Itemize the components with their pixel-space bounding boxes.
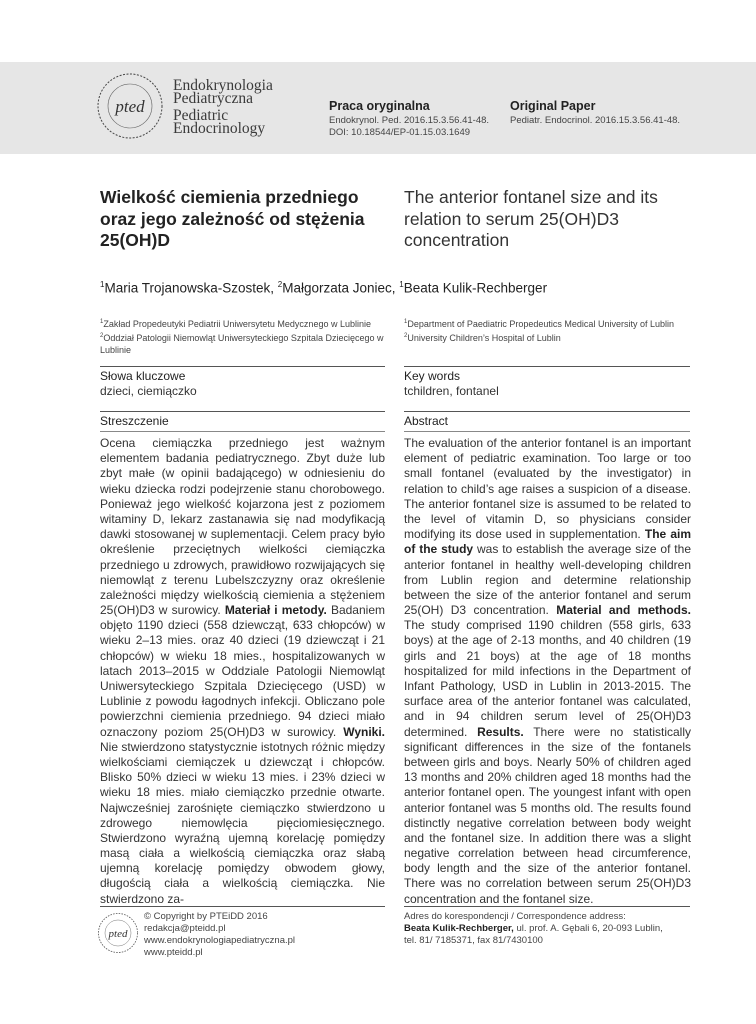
header-en — [510, 99, 680, 127]
seal-text: pted — [115, 97, 145, 116]
abstract-text: The evaluation of the anterior fontanel is an important element of pediatric examination. Too large or too small fontanel (evaluated by the investigator) in relation to child’s age raises a suspicion of a disease. The anterior fontanel size is assumed to be related to the level of vitamin D, so physicians consider modifying its dose used in supplementation. — [404, 436, 691, 542]
article-type-en: Original Paper — [510, 99, 596, 113]
author-sup: 1 — [100, 280, 105, 289]
author-sup: 1 — [399, 280, 404, 289]
footer-contact — [144, 911, 295, 959]
divider — [404, 411, 690, 412]
aff-sup: 1 — [404, 319, 408, 325]
abstract-heading-en: Abstract — [404, 414, 449, 428]
author-sup: 2 — [277, 280, 283, 289]
divider — [404, 366, 690, 367]
abstract-bold: Results. — [477, 724, 524, 739]
keywords-text-pl: dzieci, ciemiączko — [100, 384, 197, 398]
abstract-bold: Material and methods. — [556, 603, 691, 618]
email-link[interactable]: redakcja@pteidd.pl — [144, 923, 226, 934]
journal-name-line4: Endocrinology — [173, 119, 266, 137]
abstract-text: There were no statistically significant differences in the size of the fontanels between girls and boys. Nearly 50% of children aged 13 months and 20% children aged 18 months had the anterior fontanel open. The youngest infant with open anterior fontanel was 5 months old. The results found distinctly negative correlation between body weight and the fontanel size. In addition there was a slight negative correlation between head circumference, body length and the size of the anterior fontanel. There was no correlation between serum 25(OH)D3 concentration and the fontanel size. — [404, 724, 692, 906]
header-pl — [329, 99, 489, 138]
abstract-bold: The aim of the study — [404, 527, 691, 557]
journal-name — [173, 77, 273, 137]
divider — [404, 431, 690, 432]
correspondence-phone: tel. 81/ 7185371, fax 81/7430100 — [404, 935, 543, 946]
keywords-heading-en: Key words — [404, 369, 461, 383]
article-type-pl: Praca oryginalna — [329, 99, 430, 113]
keywords-en — [404, 369, 690, 399]
abstract-heading-pl: Streszczenie — [100, 414, 169, 428]
keywords-text-en: tchildren, fontanel — [404, 384, 499, 398]
authors — [100, 280, 700, 296]
divider — [404, 906, 690, 907]
divider — [100, 411, 385, 412]
abstract-text: Ocena ciemiączka przedniego jest ważnym elementem badania pediatrycznego. Zbyt duże lub zbyt małe (w opinii badającego) w odniesieniu do wieku dziecka rodzi podejrzenie stanu chorobowego. Ponieważ jego wielkość kojarzona jest z poziomem witaminy D, lekarz zastanawia się nad modyfikacją dawki stosowanej w suplementacji. Celem pracy było określenie przeciętnych wielkości ciemiączka przedniego u zdrowych, prawidłowo rozwijających się niemowląt z terenu Lubelszczyzny oraz określenie zależności między wielkością ciemienia a stężeniem 25(OH)D3 w surowicy. — [100, 436, 385, 618]
journal-name-line2: Pediatryczna — [173, 89, 254, 107]
journal-seal-logo — [96, 72, 164, 140]
divider — [100, 366, 385, 367]
correspondence-street: ul. prof. A. Gębali 6, 20-093 Lublin, — [513, 923, 663, 934]
aff-sup: 2 — [100, 333, 104, 339]
abstract-body-pl — [100, 436, 385, 907]
correspondence-address — [404, 923, 694, 935]
abstract-bold: Wyniki. — [343, 724, 385, 739]
keywords-heading-pl: Słowa kluczowe — [100, 369, 186, 383]
divider — [100, 431, 385, 432]
correspondence — [404, 911, 694, 947]
aff-text: University Children’s Hospital of Lublin — [407, 333, 561, 343]
affiliations-pl — [100, 316, 385, 356]
copyright: © Copyright by PTEiDD 2016 — [144, 911, 268, 922]
footer-seal-text: pted — [108, 928, 128, 940]
keywords-pl — [100, 369, 385, 399]
citation-en: Pediatr. Endocrinol. 2016.15.3.56.41-48. — [510, 115, 681, 126]
abstract-bold: Materiał i metody. — [224, 603, 327, 618]
correspondence-heading: Adres do korespondencji / Correspondence address: — [404, 911, 626, 922]
abstract-text: The study comprised 1190 children (558 girls, 633 boys) at the age of 2-13 months, and 40 children (19 girls and 21 boys) at the age of 18 months hospitalized for mild infections in the Department of Infant Pathology, USD in Lublin in 2013-2015. The surface area of the anterior fontanel was calculated, and in 94 children serum level of 25(OH)D3 determined. — [404, 618, 691, 739]
website-link[interactable]: www.endokrynologiapediatryczna.pl — [144, 935, 296, 946]
abstract-body-en — [404, 436, 691, 907]
author-name: Maria Trojanowska-Szostek, — [104, 280, 278, 296]
aff-text: Zakład Propedeutyki Pediatrii Uniwersytetu Medycznego w Lublinie — [103, 319, 371, 329]
website-link[interactable]: www.pteidd.pl — [144, 947, 203, 958]
affiliations-en — [404, 316, 699, 344]
aff-sup: 2 — [404, 333, 408, 339]
author-name: Małgorzata Joniec, — [282, 280, 400, 296]
title-pl: Wielkość ciemienia przedniego oraz jego zależność od stężenia 25(OH)D — [100, 187, 365, 250]
title-en: The anterior fontanel size and its relation to serum 25(OH)D3 concentration — [404, 187, 658, 250]
divider — [100, 906, 385, 907]
author-name: Beata Kulik-Rechberger — [403, 280, 548, 296]
abstract-text: Nie stwierdzono statystycznie istotnych różnic między wielkościami ciemiączek u dziewcząt i chłopców. Blisko 50% dzieci w wieku 13 mies. i 23% dzieci w wieku 18 mies. miało ciemiączko przednie otwarte. Najwcześniej zarośnięte ciemiączko stwierdzono u zdrowego niemowlęcia pięciomiesięcznego. Stwierdzono wyraźną ujemną korelację pomiędzy masą ciała a wielkością ciemiączka oraz słabą ujemną korelację pomiędzy obwodem głowy, długością ciała a wielkością ciemiączka. Nie stwierdzono za- — [100, 739, 385, 906]
abstract-text: Badaniem objęto 1190 dzieci (558 dziewcząt, 633 chłopców) w wieku 2–13 mies. oraz 40 dzieci (19 dziewcząt i 21 chłopców) w wieku 18 mies., hospitalizowanych w latach 2013–2015 w Oddziale Patologii Niemowląt Uniwersyteckiego Szpitala Dziecięcego (USD) w Lublinie z powodu łagodnych infekcji. Obliczano pole powierzchni ciemienia przedniego. 94 dzieci miało oznaczony poziom 25(OH)D3 w surowicy. — [100, 603, 385, 739]
journal-name-line3: Pediatric — [173, 107, 229, 124]
doi[interactable]: DOI: 10.18544/EP-01.15.03.1649 — [329, 126, 471, 138]
correspondence-name: Beata Kulik-Rechberger, — [404, 923, 514, 934]
aff-text: Oddział Patologii Niemowląt Uniwersyteckiego Szpitala Dziecięcego w Lublinie — [100, 333, 384, 355]
journal-name-line1: Endokrynologia — [173, 77, 273, 94]
citation-pl: Endokrynol. Ped. 2016.15.3.56.41-48. — [329, 115, 490, 126]
abstract-text: was to establish the average size of the anterior fontanel in healthy well-developing children from Lublin region and determine relationship between the size of the anterior fontanel and serum 25(OH) D3 concentration. — [404, 542, 691, 618]
footer-seal-logo — [97, 912, 139, 954]
aff-sup: 1 — [100, 319, 104, 325]
aff-text: Department of Paediatric Propedeutics Medical University of Lublin — [407, 319, 674, 329]
